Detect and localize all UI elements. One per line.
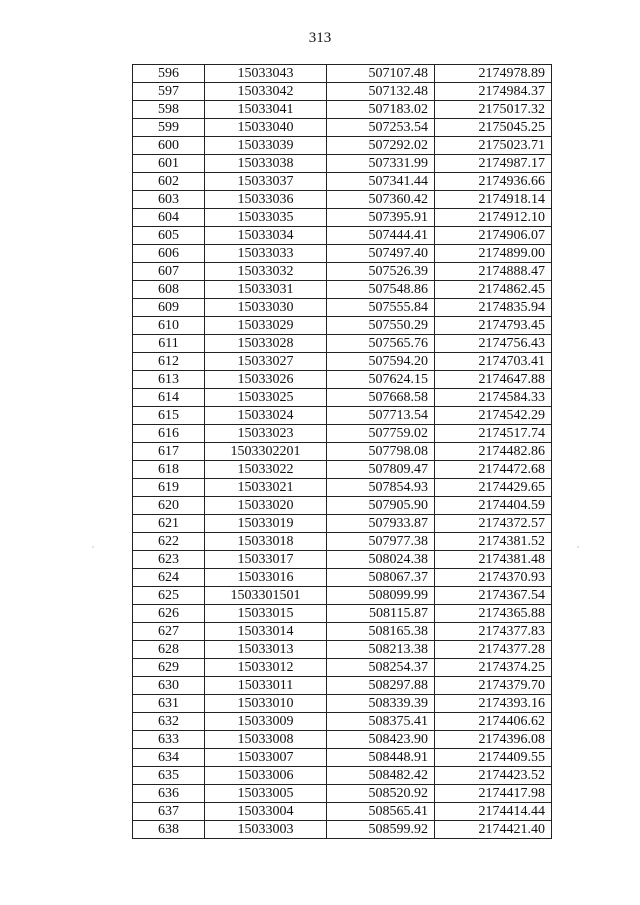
- point-number-cell: 600: [133, 137, 205, 155]
- x-coordinate-cell: 507713.54: [327, 407, 435, 425]
- x-coordinate-cell: 507526.39: [327, 263, 435, 281]
- point-number-cell: 629: [133, 659, 205, 677]
- x-coordinate-cell: 507550.29: [327, 317, 435, 335]
- point-code-cell: 15033034: [205, 227, 327, 245]
- x-coordinate-cell: 507905.90: [327, 497, 435, 515]
- point-number-cell: 618: [133, 461, 205, 479]
- x-coordinate-cell: 507253.54: [327, 119, 435, 137]
- point-number-cell: 630: [133, 677, 205, 695]
- y-coordinate-cell: 2174409.55: [435, 749, 552, 767]
- y-coordinate-cell: 2174370.93: [435, 569, 552, 587]
- x-coordinate-cell: 508115.87: [327, 605, 435, 623]
- point-code-cell: 15033026: [205, 371, 327, 389]
- point-number-cell: 621: [133, 515, 205, 533]
- point-code-cell: 15033035: [205, 209, 327, 227]
- point-number-cell: 636: [133, 785, 205, 803]
- point-code-cell: 15033021: [205, 479, 327, 497]
- point-code-cell: 15033033: [205, 245, 327, 263]
- point-number-cell: 611: [133, 335, 205, 353]
- x-coordinate-cell: 508024.38: [327, 551, 435, 569]
- x-coordinate-cell: 507565.76: [327, 335, 435, 353]
- y-coordinate-cell: 2174987.17: [435, 155, 552, 173]
- point-code-cell: 15033024: [205, 407, 327, 425]
- y-coordinate-cell: 2174703.41: [435, 353, 552, 371]
- x-coordinate-cell: 507292.02: [327, 137, 435, 155]
- x-coordinate-cell: 508067.37: [327, 569, 435, 587]
- x-coordinate-cell: 507759.02: [327, 425, 435, 443]
- point-number-cell: 623: [133, 551, 205, 569]
- y-coordinate-cell: 2174482.86: [435, 443, 552, 461]
- x-coordinate-cell: 508423.90: [327, 731, 435, 749]
- y-coordinate-cell: 2175023.71: [435, 137, 552, 155]
- y-coordinate-cell: 2174793.45: [435, 317, 552, 335]
- point-code-cell: 15033039: [205, 137, 327, 155]
- point-number-cell: 598: [133, 101, 205, 119]
- point-code-cell: 15033027: [205, 353, 327, 371]
- point-number-cell: 616: [133, 425, 205, 443]
- point-code-cell: 1503302201: [205, 443, 327, 461]
- y-coordinate-cell: 2175045.25: [435, 119, 552, 137]
- point-code-cell: 15033023: [205, 425, 327, 443]
- y-coordinate-cell: 2174377.83: [435, 623, 552, 641]
- point-number-cell: 627: [133, 623, 205, 641]
- point-number-cell: 633: [133, 731, 205, 749]
- point-code-cell: 15033003: [205, 821, 327, 839]
- point-code-cell: 15033019: [205, 515, 327, 533]
- point-code-cell: 15033043: [205, 65, 327, 83]
- x-coordinate-cell: 507107.48: [327, 65, 435, 83]
- x-coordinate-cell: 508213.38: [327, 641, 435, 659]
- point-number-cell: 604: [133, 209, 205, 227]
- point-code-cell: 15033037: [205, 173, 327, 191]
- y-coordinate-cell: 2174379.70: [435, 677, 552, 695]
- y-coordinate-cell: 2174542.29: [435, 407, 552, 425]
- x-coordinate-cell: 507809.47: [327, 461, 435, 479]
- y-coordinate-cell: 2174417.98: [435, 785, 552, 803]
- y-coordinate-cell: 2174381.48: [435, 551, 552, 569]
- y-coordinate-cell: 2174406.62: [435, 713, 552, 731]
- point-number-cell: 634: [133, 749, 205, 767]
- point-code-cell: 15033032: [205, 263, 327, 281]
- point-code-cell: 15033040: [205, 119, 327, 137]
- point-code-cell: 15033017: [205, 551, 327, 569]
- point-number-cell: 609: [133, 299, 205, 317]
- point-code-cell: 15033012: [205, 659, 327, 677]
- point-code-cell: 15033010: [205, 695, 327, 713]
- point-number-cell: 601: [133, 155, 205, 173]
- point-number-cell: 637: [133, 803, 205, 821]
- point-code-cell: 15033030: [205, 299, 327, 317]
- y-coordinate-cell: 2174647.88: [435, 371, 552, 389]
- x-coordinate-cell: 507548.86: [327, 281, 435, 299]
- x-coordinate-cell: 508339.39: [327, 695, 435, 713]
- y-coordinate-cell: 2174377.28: [435, 641, 552, 659]
- y-coordinate-cell: 2174372.57: [435, 515, 552, 533]
- point-code-cell: 15033014: [205, 623, 327, 641]
- y-coordinate-cell: 2174414.44: [435, 803, 552, 821]
- y-coordinate-cell: 2174396.08: [435, 731, 552, 749]
- y-coordinate-cell: 2174393.16: [435, 695, 552, 713]
- x-coordinate-cell: 507132.48: [327, 83, 435, 101]
- point-code-cell: 15033011: [205, 677, 327, 695]
- x-coordinate-cell: 508482.42: [327, 767, 435, 785]
- y-coordinate-cell: 2174381.52: [435, 533, 552, 551]
- point-number-cell: 603: [133, 191, 205, 209]
- x-coordinate-cell: 507497.40: [327, 245, 435, 263]
- x-coordinate-cell: 508375.41: [327, 713, 435, 731]
- x-coordinate-cell: 507341.44: [327, 173, 435, 191]
- point-number-cell: 619: [133, 479, 205, 497]
- point-number-cell: 622: [133, 533, 205, 551]
- y-coordinate-cell: 2174862.45: [435, 281, 552, 299]
- point-number-cell: 602: [133, 173, 205, 191]
- x-coordinate-cell: 507444.41: [327, 227, 435, 245]
- x-coordinate-cell: 508297.88: [327, 677, 435, 695]
- point-number-cell: 608: [133, 281, 205, 299]
- x-coordinate-cell: 507668.58: [327, 389, 435, 407]
- scan-speck: [92, 546, 93, 547]
- y-coordinate-cell: 2174899.00: [435, 245, 552, 263]
- x-coordinate-cell: 507854.93: [327, 479, 435, 497]
- point-number-cell: 612: [133, 353, 205, 371]
- point-code-cell: 15033042: [205, 83, 327, 101]
- point-code-cell: 15033020: [205, 497, 327, 515]
- point-code-cell: 15033041: [205, 101, 327, 119]
- y-coordinate-cell: 2174906.07: [435, 227, 552, 245]
- point-code-cell: 15033036: [205, 191, 327, 209]
- point-code-cell: 1503301501: [205, 587, 327, 605]
- x-coordinate-cell: 508099.99: [327, 587, 435, 605]
- y-coordinate-cell: 2174429.65: [435, 479, 552, 497]
- point-code-cell: 15033028: [205, 335, 327, 353]
- x-coordinate-cell: 508520.92: [327, 785, 435, 803]
- x-coordinate-cell: 507331.99: [327, 155, 435, 173]
- point-code-cell: 15033029: [205, 317, 327, 335]
- y-coordinate-cell: 2174423.52: [435, 767, 552, 785]
- y-coordinate-cell: 2174978.89: [435, 65, 552, 83]
- point-code-cell: 15033008: [205, 731, 327, 749]
- point-number-cell: 606: [133, 245, 205, 263]
- x-coordinate-cell: 507624.15: [327, 371, 435, 389]
- point-number-cell: 613: [133, 371, 205, 389]
- point-number-cell: 596: [133, 65, 205, 83]
- point-number-cell: 615: [133, 407, 205, 425]
- y-coordinate-cell: 2174374.25: [435, 659, 552, 677]
- x-coordinate-cell: 507360.42: [327, 191, 435, 209]
- point-number-cell: 638: [133, 821, 205, 839]
- x-coordinate-cell: 507555.84: [327, 299, 435, 317]
- y-coordinate-cell: 2174404.59: [435, 497, 552, 515]
- y-coordinate-cell: 2175017.32: [435, 101, 552, 119]
- x-coordinate-cell: 508565.41: [327, 803, 435, 821]
- point-code-cell: 15033018: [205, 533, 327, 551]
- point-number-cell: 632: [133, 713, 205, 731]
- point-number-cell: 614: [133, 389, 205, 407]
- point-code-cell: 15033009: [205, 713, 327, 731]
- point-code-cell: 15033015: [205, 605, 327, 623]
- scan-speck: [577, 546, 578, 547]
- point-number-cell: 597: [133, 83, 205, 101]
- y-coordinate-cell: 2174984.37: [435, 83, 552, 101]
- y-coordinate-cell: 2174888.47: [435, 263, 552, 281]
- y-coordinate-cell: 2174367.54: [435, 587, 552, 605]
- point-number-cell: 624: [133, 569, 205, 587]
- y-coordinate-cell: 2174918.14: [435, 191, 552, 209]
- x-coordinate-cell: 508165.38: [327, 623, 435, 641]
- x-coordinate-cell: 508254.37: [327, 659, 435, 677]
- point-code-cell: 15033013: [205, 641, 327, 659]
- y-coordinate-cell: 2174835.94: [435, 299, 552, 317]
- y-coordinate-cell: 2174472.68: [435, 461, 552, 479]
- point-number-cell: 599: [133, 119, 205, 137]
- point-code-cell: 15033006: [205, 767, 327, 785]
- point-number-cell: 626: [133, 605, 205, 623]
- point-code-cell: 15033025: [205, 389, 327, 407]
- point-number-cell: 617: [133, 443, 205, 461]
- point-code-cell: 15033004: [205, 803, 327, 821]
- point-code-cell: 15033022: [205, 461, 327, 479]
- point-number-cell: 635: [133, 767, 205, 785]
- x-coordinate-cell: 508448.91: [327, 749, 435, 767]
- point-number-cell: 607: [133, 263, 205, 281]
- point-number-cell: 625: [133, 587, 205, 605]
- x-coordinate-cell: 508599.92: [327, 821, 435, 839]
- y-coordinate-cell: 2174912.10: [435, 209, 552, 227]
- x-coordinate-cell: 507183.02: [327, 101, 435, 119]
- x-coordinate-cell: 507594.20: [327, 353, 435, 371]
- y-coordinate-cell: 2174756.43: [435, 335, 552, 353]
- point-code-cell: 15033031: [205, 281, 327, 299]
- x-coordinate-cell: 507395.91: [327, 209, 435, 227]
- point-number-cell: 628: [133, 641, 205, 659]
- y-coordinate-cell: 2174936.66: [435, 173, 552, 191]
- point-code-cell: 15033016: [205, 569, 327, 587]
- y-coordinate-cell: 2174584.33: [435, 389, 552, 407]
- point-number-cell: 610: [133, 317, 205, 335]
- point-code-cell: 15033005: [205, 785, 327, 803]
- point-code-cell: 15033007: [205, 749, 327, 767]
- y-coordinate-cell: 2174517.74: [435, 425, 552, 443]
- x-coordinate-cell: 507933.87: [327, 515, 435, 533]
- point-number-cell: 631: [133, 695, 205, 713]
- page-number: 313: [308, 30, 332, 46]
- point-number-cell: 605: [133, 227, 205, 245]
- point-code-cell: 15033038: [205, 155, 327, 173]
- x-coordinate-cell: 507798.08: [327, 443, 435, 461]
- y-coordinate-cell: 2174421.40: [435, 821, 552, 839]
- x-coordinate-cell: 507977.38: [327, 533, 435, 551]
- y-coordinate-cell: 2174365.88: [435, 605, 552, 623]
- point-number-cell: 620: [133, 497, 205, 515]
